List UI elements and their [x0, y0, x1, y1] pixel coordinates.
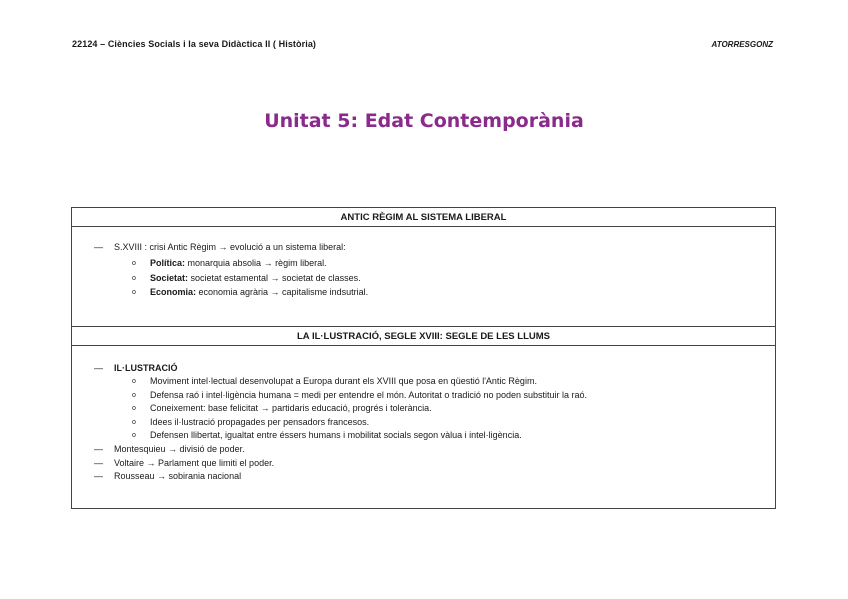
circle-bullet: o	[132, 405, 136, 412]
circle-bullet: o	[132, 419, 136, 426]
dash-bullet: —	[94, 363, 103, 373]
thinker-line: Rousseau → sobirania nacional	[114, 471, 242, 481]
section2-bullet: Defensen llibertat, igualtat entre éssers humans i mobilitat socials segon vàlua i intel·ligència.	[150, 430, 522, 440]
section1-item	[150, 258, 327, 268]
dash-bullet: —	[94, 444, 103, 454]
item-key: Economia:	[150, 287, 197, 297]
page-title: Unitat 5: Edat Contemporània	[264, 110, 584, 132]
author-header: ATORRESGONZ	[711, 40, 773, 49]
section1-heading: ANTIC RÈGIM AL SISTEMA LIBERAL	[72, 208, 775, 227]
section2-bullet: Idees il·lustració propagades per pensadors francesos.	[150, 417, 370, 427]
circle-bullet: o	[132, 275, 136, 282]
thinker-line: Montesquieu → divisió de poder.	[114, 444, 245, 454]
item-key: Política:	[150, 258, 186, 268]
item-text: societat estamental → societat de classes.	[188, 273, 361, 283]
section2-bullet: Coneixement: base felicitat → partidaris educació, progrés i tolerància.	[150, 403, 432, 413]
circle-bullet: o	[132, 260, 136, 267]
dash-bullet: —	[94, 458, 103, 468]
section1-item	[150, 287, 368, 297]
section2-bullet: Defensa raó i intel·ligència humana = medi per entendre el món. Autoritat o tradició no poden substituir la raó.	[150, 390, 588, 400]
content-table	[71, 207, 776, 509]
circle-bullet: o	[132, 392, 136, 399]
thinker-line: Voltaire → Parlament que limiti el poder.	[114, 458, 275, 468]
item-key: Societat:	[150, 273, 189, 283]
section2-heading: LA IL·LUSTRACIÓ, SEGLE XVIII: SEGLE DE LES LLUMS	[72, 326, 775, 346]
dash-bullet: —	[94, 471, 103, 481]
course-header: 22124 – Ciències Socials i la seva Didàctica II ( Història)	[72, 39, 317, 49]
circle-bullet: o	[132, 378, 136, 385]
item-text: economia agrària → capitalisme indsutrial.	[196, 287, 369, 297]
circle-bullet: o	[132, 289, 136, 296]
item-text: monarquia absolia → règim liberal.	[185, 258, 327, 268]
section2-bullet: Moviment intel·lectual desenvolupat a Europa durant els XVIII que posa en qüestió l'Antic Règim.	[150, 376, 537, 386]
circle-bullet: o	[132, 432, 136, 439]
section1-intro: S.XVIII : crisi Antic Règim → evolució a un sistema liberal:	[114, 242, 346, 252]
dash-bullet: —	[94, 242, 103, 252]
section2-topic: IL·LUSTRACIÓ	[114, 363, 178, 373]
section1-item	[150, 273, 361, 283]
